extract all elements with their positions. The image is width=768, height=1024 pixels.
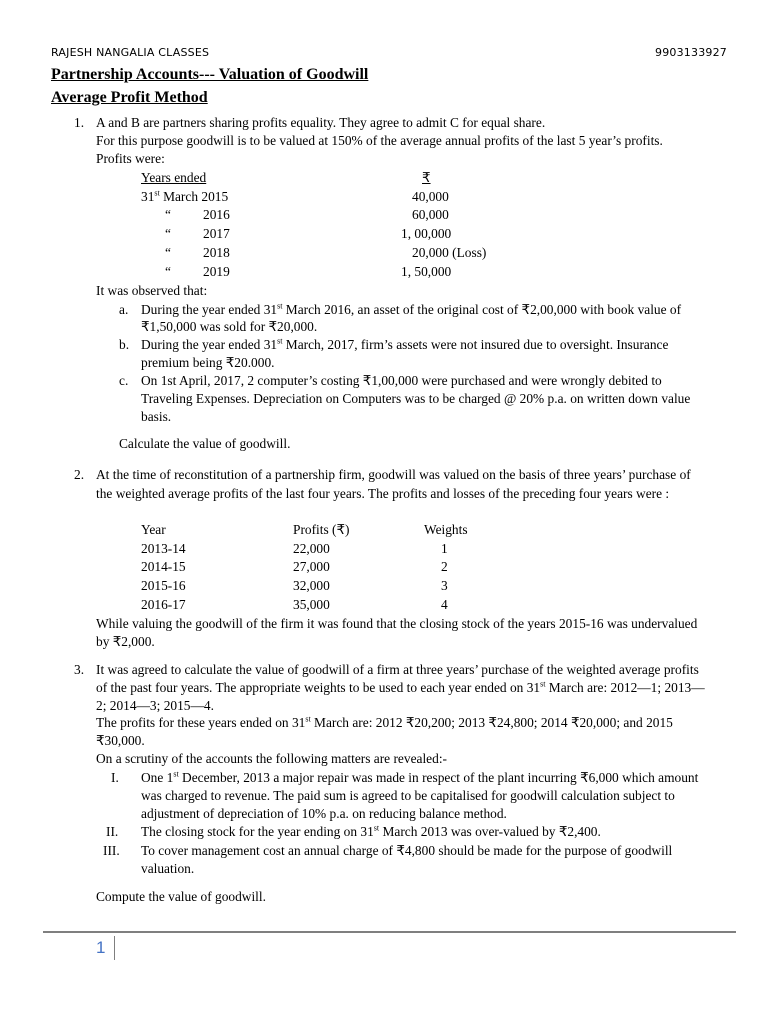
q1-row-5-amount: 1, 50,000 <box>401 264 452 279</box>
q3-line-1: It was agreed to calculate the value of goodwill of a firm at three years’ purchase of the weighted average profits <box>96 662 699 677</box>
q2-head-weight: Weights <box>424 522 468 537</box>
q1-row-4-amount: 20,000 (Loss) <box>412 245 487 260</box>
q1-a-line-2: ₹1,50,000 was sold for ₹20,000. <box>141 319 318 334</box>
q3-line-2: of the past four years. The appropriate weights to be used to each year ended on 31st March are: 2012—1; 2013— <box>96 679 705 695</box>
q2-row-2-profit: 27,000 <box>293 559 330 574</box>
q1-row-3-amount: 1, 00,000 <box>401 226 452 241</box>
q1-row-1-amount: 40,000 <box>412 189 449 204</box>
q1-a-label: a. <box>119 302 129 317</box>
q3-ii-label: II. <box>106 824 119 839</box>
header-phone: 9903133927 <box>655 46 727 59</box>
q1-b-line-1: During the year ended 31st March, 2017, firm’s assets were not insured due to oversight. Insurance <box>141 336 669 352</box>
q1-observed: It was observed that: <box>96 283 208 298</box>
page-subtitle: Average Profit Method <box>51 89 208 106</box>
q1-line-3: Profits were: <box>96 151 165 166</box>
q1-a-line-1: During the year ended 31st March 2016, an asset of the original cost of ₹2,00,000 with book value of <box>141 301 682 317</box>
q1-row-3-year: 2017 <box>203 226 230 241</box>
q2-row-3-profit: 32,000 <box>293 578 330 593</box>
q3-ii-line-1: The closing stock for the year ending on 31st March 2013 was over-valued by ₹2,400. <box>141 823 601 839</box>
q1-row-5-year: 2019 <box>203 264 230 279</box>
q3-i-line-2: was charged to revenue. The paid sum is agreed to be capitalised for goodwill calculation subject to <box>141 788 675 803</box>
q2-head-year: Year <box>141 522 166 537</box>
q1-c-label: c. <box>119 373 129 388</box>
q3-line-3: 2; 2014—3; 2015—4. <box>96 698 214 713</box>
q1-row-2-year: 2016 <box>203 207 230 222</box>
q1-number: 1. <box>74 115 85 130</box>
q2-line-2: the weighted average profits of the last four years. The profits and losses of the preceding four years were : <box>96 486 670 501</box>
q2-row-1-profit: 22,000 <box>293 541 330 556</box>
q3-iii-label: III. <box>103 843 120 858</box>
q2-row-4-year: 2016-17 <box>141 597 186 612</box>
q3-line-4: The profits for these years ended on 31st March are: 2012 ₹20,200; 2013 ₹24,800; 2014 ₹20,000; and 2015 <box>96 714 673 730</box>
q2-row-4-weight: 4 <box>441 597 448 612</box>
q1-c-line-3: basis. <box>141 409 172 424</box>
q1-c-line-1: On 1st April, 2017, 2 computer’s costing ₹1,00,000 were purchased and were wrongly debited to <box>141 373 662 388</box>
q3-i-label: I. <box>111 770 119 785</box>
q1-line-1: A and B are partners sharing profits equality. They agree to admit C for equal share. <box>96 115 546 130</box>
q3-number: 3. <box>74 662 85 677</box>
q2-row-2-year: 2014-15 <box>141 559 186 574</box>
q1-row-3-ditto: “ <box>165 226 171 241</box>
q2-head-profit: Profits (₹) <box>293 522 350 537</box>
page-number: 1 <box>96 938 106 957</box>
q2-while-line-1: While valuing the goodwill of the firm it was found that the closing stock of the years 2015-16 was undervalued <box>96 616 698 631</box>
q1-b-line-2: premium being ₹20.000. <box>141 355 275 370</box>
q3-i-line-3: adjustment of depreciation of 10% p.a. on reducing balance method. <box>141 806 507 821</box>
page-title: Partnership Accounts--- Valuation of Goodwill <box>51 66 369 83</box>
q1-b-label: b. <box>119 337 130 352</box>
q3-iii-line-1: To cover management cost an annual charge of ₹4,800 should be made for the purpose of goodwill <box>141 843 673 858</box>
q2-row-1-year: 2013-14 <box>141 541 186 556</box>
q1-row-2-amount: 60,000 <box>412 207 449 222</box>
page-number-separator <box>114 936 115 960</box>
q3-line-5: ₹30,000. <box>96 733 145 748</box>
q1-row-5-ditto: “ <box>165 264 171 279</box>
q1-col-year-header: Years ended <box>141 170 207 185</box>
q2-row-3-weight: 3 <box>441 578 448 593</box>
q1-row-4-year: 2018 <box>203 245 230 260</box>
q3-i-line-1: One 1st December, 2013 a major repair was made in respect of the plant incurring ₹6,000 which amount <box>141 769 699 785</box>
q1-col-amount-header: ₹ <box>422 170 431 185</box>
q3-line-6: On a scrutiny of the accounts the following matters are revealed:- <box>96 751 448 766</box>
q2-row-1-weight: 1 <box>441 541 448 556</box>
q1-row-4-ditto: “ <box>165 245 171 260</box>
q2-row-3-year: 2015-16 <box>141 578 186 593</box>
footer-divider <box>43 931 736 933</box>
header-institute: RAJESH NANGALIA CLASSES <box>51 46 210 59</box>
q2-while-line-2: by ₹2,000. <box>96 634 155 649</box>
q2-row-2-weight: 2 <box>441 559 448 574</box>
q3-iii-line-2: valuation. <box>141 861 195 876</box>
q1-row-2-ditto: “ <box>165 207 171 222</box>
q2-line-1: At the time of reconstitution of a partnership firm, goodwill was valued on the basis of three years’ purchase of <box>96 467 691 482</box>
q2-row-4-profit: 35,000 <box>293 597 330 612</box>
q1-row-1-year: 31st March 2015 <box>141 188 229 204</box>
q1-calculate: Calculate the value of goodwill. <box>119 436 291 451</box>
q2-number: 2. <box>74 467 85 482</box>
q3-compute: Compute the value of goodwill. <box>96 889 266 904</box>
q1-c-line-2: Traveling Expenses. Depreciation on Computers was to be charged @ 20% p.a. on written down value <box>141 391 691 406</box>
q1-line-2: For this purpose goodwill is to be valued at 150% of the average annual profits of the last 5 year’s profits. <box>96 133 663 148</box>
